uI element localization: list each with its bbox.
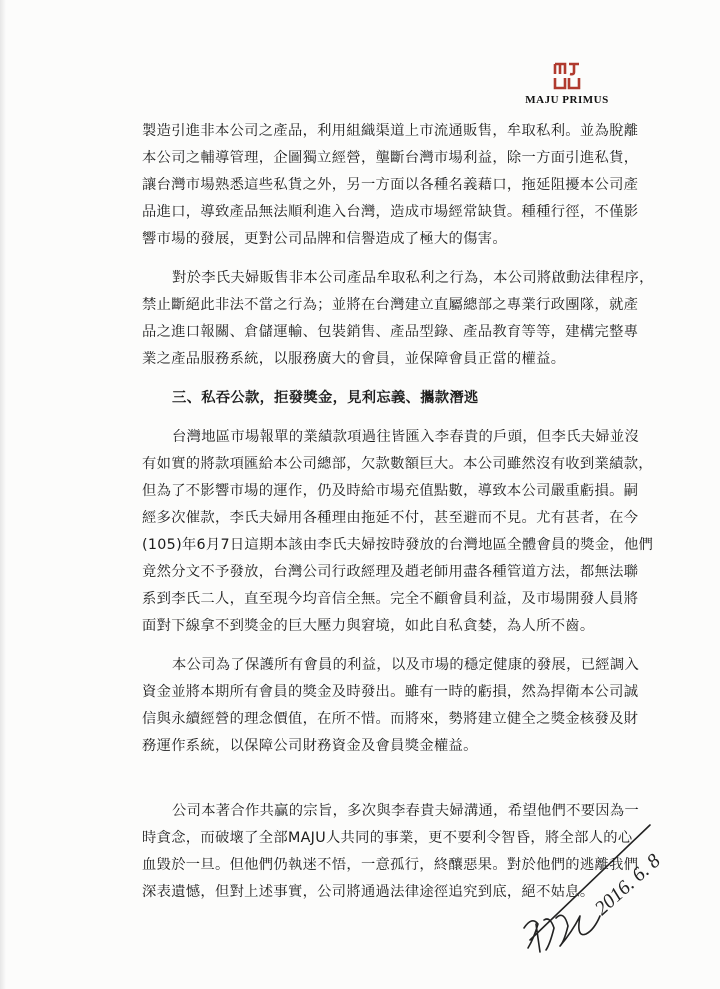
- paragraph-gap: [142, 412, 612, 424]
- paragraph-gap: [142, 640, 612, 652]
- handwritten-signature: [510, 820, 680, 970]
- text-line: (105)年6月7日這期本該由李氏夫婦按時發放的台灣地區全體會員的獎金，他們: [142, 537, 654, 553]
- text-line: 響市場的發展，更對公司品牌和信譽造成了極大的傷害。: [142, 231, 507, 247]
- paragraph-gap: [142, 253, 612, 265]
- paragraph: [142, 424, 654, 640]
- paragraph-gap: [142, 760, 612, 798]
- paragraph-gap: [142, 373, 612, 385]
- text-line: 品之進口報關、倉儲運輸、包裝銷售、產品型錄、產品教育等等，建構完整專: [142, 324, 639, 340]
- text-line: 讓台灣市場熟悉這些私貨之外，另一方面以各種名義藉口，拖延阻擾本公司產: [142, 177, 639, 193]
- text-line: 對於李氏夫婦販售非本公司產品牟取私利之行為，本公司將啟動法律程序，: [172, 270, 654, 286]
- text-line: 系到李氏二人，直至現今均音信全無。完全不顧會員利益，及市場開發人員將: [142, 591, 639, 607]
- text-line: 公司本著合作共贏的宗旨，多次與李春貴夫婦溝通，希望他們不要因為一: [172, 803, 640, 819]
- text-line: 深表遺憾，但對上述事實，公司將通過法律途徑追究到底，絕不姑息。: [142, 884, 595, 900]
- maju-logo-icon: [553, 62, 581, 90]
- text-line: 禁止斷絕此非法不當之行為；並將在台灣建立直屬總部之專業行政團隊，就產: [142, 297, 639, 313]
- text-line: 業之產品服務系統，以服務廣大的會員，並保障會員正當的權益。: [142, 351, 566, 367]
- company-logo: [512, 62, 622, 106]
- text-line: 有如實的將款項匯給本公司總部，欠款數額巨大。本公司雖然沒有收到業績款，: [142, 456, 653, 472]
- section-heading: 三、私吞公款，拒發獎金，見利忘義、攜款潛逃: [172, 390, 479, 406]
- paragraph: [142, 118, 639, 253]
- brand-name: MAJU PRIMUS: [525, 94, 609, 106]
- text-line: 製造引進非本公司之產品，利用組織渠道上市流通販售，牟取私利。並為脫離: [142, 123, 639, 139]
- text-line: 資金並將本期所有會員的獎金及時發出。雖有一時的虧損，然為捍衛本公司誠: [142, 684, 639, 700]
- scan-edge-shadow: [0, 0, 6, 989]
- text-line: 本公司為了保護所有會員的利益，以及市場的穩定健康的發展，已經調入: [172, 657, 640, 673]
- text-line: 信與永續經營的理念價值，在所不惜。而將來，勢將建立健全之獎金核發及財: [142, 711, 639, 727]
- text-line: 本公司之輔導管理，企圖獨立經營，壟斷台灣市場利益，除一方面引進私貨，: [142, 150, 639, 166]
- text-line: 品進口，導致產品無法順利進入台灣，造成市場經常缺貨。種種行徑，不僅影: [142, 204, 639, 220]
- text-line: 但為了不影響市場的運作，仍及時給市場充值點數，導致本公司嚴重虧損。嗣: [142, 483, 639, 499]
- text-line: 台灣地區市場報單的業績款項過往皆匯入李春貴的戶頭，但李氏夫婦並沒: [172, 429, 640, 445]
- text-line: 血毀於一旦。但他們仍執迷不悟，一意孤行，終釀惡果。對於他們的逃離我們: [142, 857, 639, 873]
- paragraph: [142, 652, 640, 760]
- signature-date: 2016. 6. 8: [590, 849, 665, 920]
- text-line: 竟然分文不予發放，台灣公司行政經理及趙老師用盡各種管道方法，都無法聯: [142, 564, 639, 580]
- text-line: 經多次催款，李氏夫婦用各種理由拖延不付，甚至避而不見。尤有甚者，在今: [142, 510, 639, 526]
- paragraph: [142, 265, 654, 373]
- text-line: 面對下線拿不到獎金的巨大壓力與窘境，如此自私貪婪，為人所不齒。: [142, 618, 595, 634]
- text-line: 務運作系統，以保障公司財務資金及會員獎金權益。: [142, 738, 478, 754]
- text-line: 時貪念，而破壞了全部MAJU人共同的事業，更不要利令智昏，將全部人的心: [142, 830, 633, 846]
